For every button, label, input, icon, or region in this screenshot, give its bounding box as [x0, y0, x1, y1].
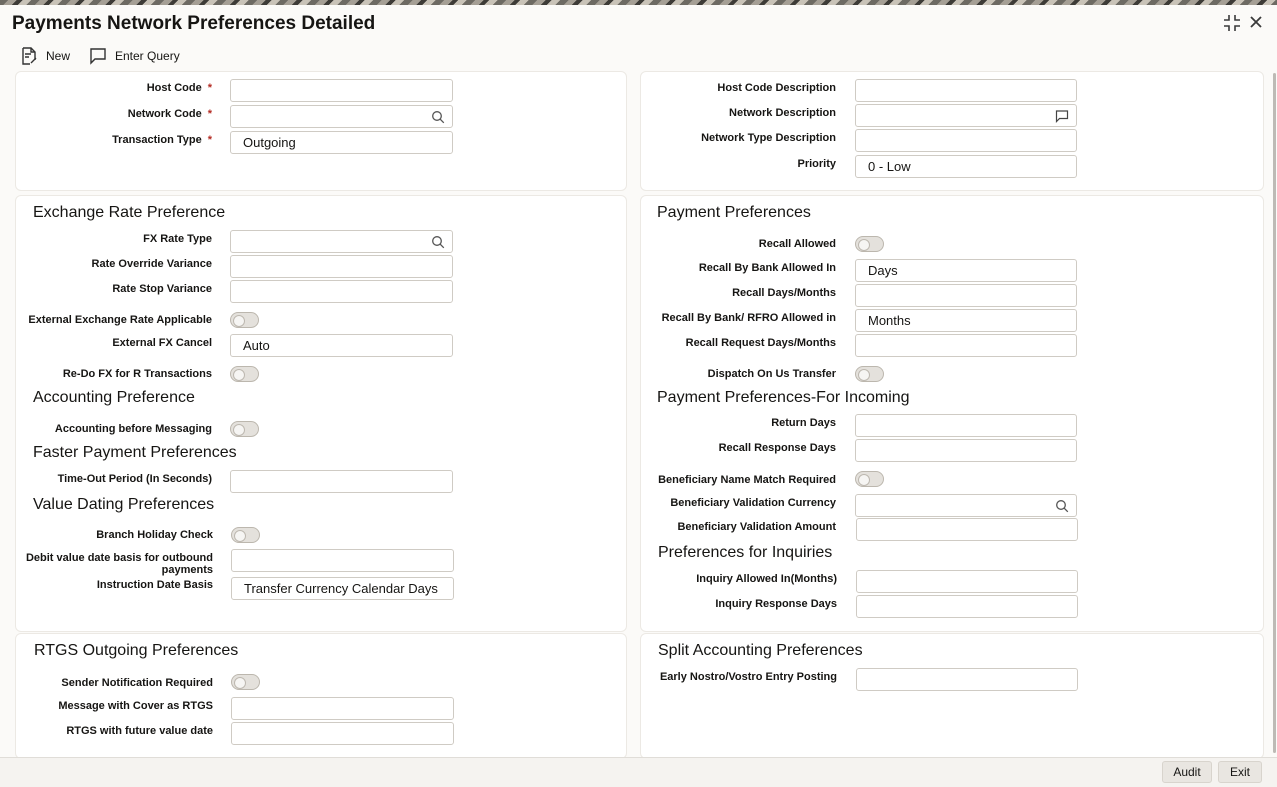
dialog-window [0, 5, 1277, 787]
exit-button[interactable]: Exit [1218, 761, 1262, 783]
early-nostro-vostro-field[interactable] [856, 668, 1078, 691]
dispatch-on-us-transfer-label: Dispatch On Us Transfer [707, 368, 836, 380]
recall-response-days-field[interactable] [855, 439, 1077, 462]
recall-response-days-label: Recall Response Days [718, 442, 836, 454]
network-description-field[interactable] [855, 104, 1077, 127]
external-exchange-rate-applicable-label: External Exchange Rate Applicable [28, 314, 212, 326]
inquiry-allowed-in-label: Inquiry Allowed In(Months) [696, 573, 837, 585]
rtgs-section-title: RTGS Outgoing Preferences [34, 642, 239, 659]
recall-by-bank-allowed-in-label: Recall By Bank Allowed In [698, 262, 836, 274]
network-code-label: Network Code * [127, 108, 212, 120]
recall-allowed-label: Recall Allowed [758, 238, 836, 250]
inquiries-section-title: Preferences for Inquiries [658, 544, 833, 561]
enter-query-label: Enter Query [115, 49, 180, 63]
future-value-date-field[interactable] [231, 722, 454, 745]
new-document-icon [20, 47, 38, 65]
recall-days-months-label: Recall Days/Months [732, 287, 836, 299]
network-description-label: Network Description [729, 107, 836, 119]
beneficiary-validation-currency-field[interactable] [855, 494, 1077, 517]
priority-field[interactable]: 0 - Low [855, 155, 1077, 178]
payment-preferences-section-title: Payment Preferences [657, 204, 811, 221]
network-type-description-label: Network Type Description [701, 132, 836, 144]
external-fx-cancel-field[interactable]: Auto [230, 334, 453, 357]
branch-holiday-check-label: Branch Holiday Check [96, 529, 213, 541]
rate-override-variance-field[interactable] [230, 255, 453, 278]
comment-icon [89, 47, 107, 65]
sender-notification-toggle[interactable] [231, 674, 260, 690]
rate-stop-variance-label: Rate Stop Variance [112, 283, 212, 295]
timeout-period-field[interactable] [230, 470, 453, 493]
incoming-section-title: Payment Preferences-For Incoming [657, 389, 910, 406]
comment-icon[interactable] [1055, 109, 1069, 123]
new-button[interactable] [20, 45, 70, 67]
accounting-before-messaging-toggle[interactable] [230, 421, 259, 437]
return-days-label: Return Days [771, 417, 836, 429]
host-code-field[interactable] [230, 79, 453, 102]
minimize-icon[interactable] [1222, 13, 1242, 38]
early-nostro-vostro-label: Early Nostro/Vostro Entry Posting [659, 671, 837, 683]
beneficiary-validation-amount-field[interactable] [856, 518, 1078, 541]
footer-bar [0, 757, 1277, 787]
rate-override-variance-label: Rate Override Variance [91, 258, 212, 270]
beneficiary-name-match-toggle[interactable] [855, 471, 884, 487]
accounting-before-messaging-label: Accounting before Messaging [54, 423, 212, 435]
accounting-section-title: Accounting Preference [33, 389, 195, 406]
recall-allowed-toggle[interactable] [855, 236, 884, 252]
host-code-label: Host Code * [146, 82, 212, 94]
recall-by-bank-rfro-label: Recall By Bank/ RFRO Allowed in [661, 312, 836, 324]
debit-value-date-basis-label: Debit value date basis for outbound payments [25, 552, 213, 576]
fx-rate-type-label: FX Rate Type [143, 233, 212, 245]
future-value-date-label: RTGS with future value date [66, 725, 213, 737]
search-icon[interactable] [431, 235, 445, 249]
value-dating-section-title: Value Dating Preferences [33, 496, 215, 513]
beneficiary-validation-currency-label: Beneficiary Validation Currency [670, 497, 836, 509]
beneficiary-name-match-label: Beneficiary Name Match Required [658, 474, 836, 486]
instruction-date-basis-label: Instruction Date Basis [96, 579, 213, 591]
enter-query-button[interactable] [89, 45, 180, 67]
recall-days-months-field[interactable] [855, 284, 1077, 307]
external-exchange-rate-applicable-toggle[interactable] [230, 312, 259, 328]
split-accounting-section-title: Split Accounting Preferences [658, 642, 863, 659]
vertical-scrollbar[interactable] [1273, 73, 1276, 753]
priority-label: Priority [797, 158, 836, 170]
audit-button[interactable]: Audit [1162, 761, 1212, 783]
recall-request-days-months-field[interactable] [855, 334, 1077, 357]
dispatch-on-us-transfer-toggle[interactable] [855, 366, 884, 382]
transaction-type-label: Transaction Type * [112, 134, 212, 146]
host-code-description-field[interactable] [855, 79, 1077, 102]
search-icon[interactable] [1055, 499, 1069, 513]
recall-request-days-months-label: Recall Request Days/Months [685, 337, 836, 349]
recall-by-bank-allowed-in-field[interactable]: Days [855, 259, 1077, 282]
inquiry-allowed-in-field[interactable] [856, 570, 1078, 593]
external-fx-cancel-label: External FX Cancel [112, 337, 212, 349]
close-icon[interactable] [1247, 13, 1265, 36]
return-days-field[interactable] [855, 414, 1077, 437]
network-code-field[interactable] [230, 105, 453, 128]
fx-rate-type-field[interactable] [230, 230, 453, 253]
recall-by-bank-rfro-field[interactable]: Months [855, 309, 1077, 332]
page-title: Payments Network Preferences Detailed [12, 13, 376, 34]
inquiry-response-days-label: Inquiry Response Days [715, 598, 837, 610]
host-code-description-label: Host Code Description [717, 82, 836, 94]
search-icon[interactable] [431, 110, 445, 124]
beneficiary-validation-amount-label: Beneficiary Validation Amount [677, 521, 836, 533]
transaction-type-field[interactable]: Outgoing [230, 131, 453, 154]
sender-notification-label: Sender Notification Required [61, 677, 213, 689]
branch-holiday-check-toggle[interactable] [231, 527, 260, 543]
exchange-rate-section-title: Exchange Rate Preference [33, 204, 226, 221]
redo-fx-toggle[interactable] [230, 366, 259, 382]
faster-payment-section-title: Faster Payment Preferences [33, 444, 237, 461]
timeout-period-label: Time-Out Period (In Seconds) [57, 473, 212, 485]
network-type-description-field[interactable] [855, 129, 1077, 152]
debit-value-date-basis-field[interactable] [231, 549, 454, 572]
inquiry-response-days-field[interactable] [856, 595, 1078, 618]
message-with-cover-label: Message with Cover as RTGS [58, 700, 213, 712]
rate-stop-variance-field[interactable] [230, 280, 453, 303]
redo-fx-label: Re-Do FX for R Transactions [62, 368, 212, 380]
message-with-cover-field[interactable] [231, 697, 454, 720]
instruction-date-basis-field[interactable]: Transfer Currency Calendar Days [231, 577, 454, 600]
new-button-label: New [46, 49, 71, 63]
